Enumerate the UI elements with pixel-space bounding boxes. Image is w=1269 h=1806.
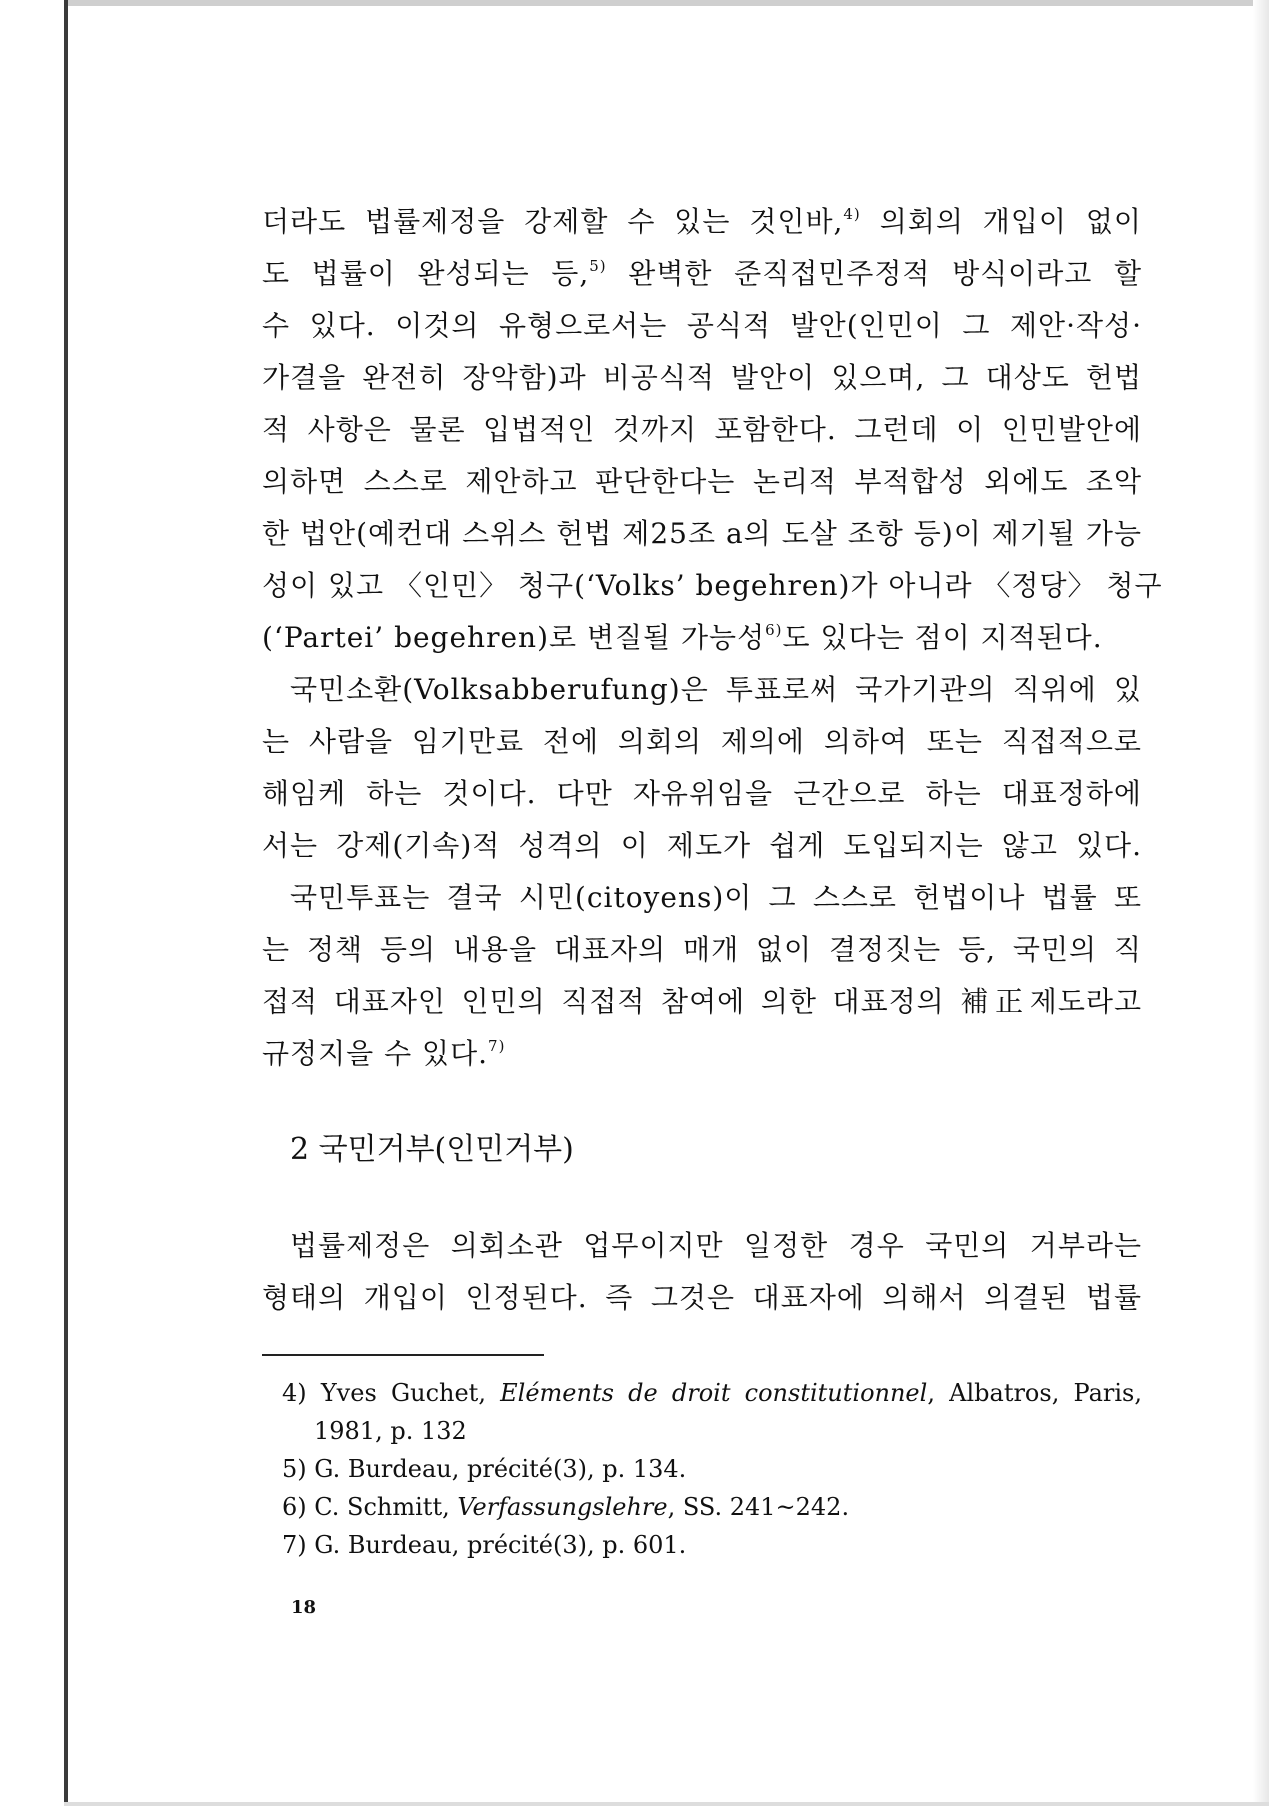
text-line: (‘Partei’ begehren)로 변질될 가능성$^{6)}$도 있다는 점이 지적된다. (262, 621, 1103, 654)
text-line: 국민소환(Volksabberufung)은 투표로써 국가기관의 직위에 있 (290, 673, 1142, 706)
text-line: 접적 대표자인 인민의 직접적 참여에 의한 대표정의 補正제도라고 (262, 985, 1142, 1018)
page-bottom-edge (64, 1802, 1269, 1806)
text-line: 형태의 개입이 인정된다. 즉 그것은 대표자에 의해서 의결된 법률 (262, 1281, 1142, 1314)
text-line: 더라도 법률제정을 강제할 수 있는 것인바,$^{4)}$ 의회의 개입이 없이 (262, 205, 1142, 238)
footnote-6: 6) C. Schmitt, Verfassungslehre, SS. 241~242. (282, 1493, 850, 1521)
section-heading: 2 국민거부(인민거부) (290, 1132, 574, 1167)
page-body (262, 196, 1163, 1564)
text-line: 성이 있고 〈인민〉 청구(‘Volks’ begehren)가 아니라 〈정당〉 청구 (262, 569, 1163, 602)
paragraph-veto (262, 1220, 1142, 1324)
paragraph-recall (262, 664, 1142, 872)
footnote-ref: 6) (765, 621, 783, 639)
paragraph-referendum (262, 872, 1142, 1080)
page-number: 18 (291, 1597, 317, 1618)
footnote-ref: 5) (589, 257, 607, 275)
text-line: 수 있다. 이것의 유형으로서는 공식적 발안(인민이 그 제안·작성· (262, 309, 1142, 342)
text-line: 적 사항은 물론 입법적인 것까지 포함한다. 그런데 이 인민발안에 (262, 413, 1142, 446)
text-line: 는 정책 등의 내용을 대표자의 매개 없이 결정짓는 등, 국민의 직 (262, 933, 1142, 966)
footnote-7: 7) G. Burdeau, précité(3), p. 601. (282, 1531, 687, 1559)
footnote-5: 5) G. Burdeau, précité(3), p. 134. (282, 1455, 687, 1483)
text-line: 가결을 완전히 장악함)과 비공식적 발안이 있으며, 그 대상도 헌법 (262, 361, 1142, 394)
footnotes (262, 1374, 1142, 1564)
footnote-ref: 7) (488, 1037, 506, 1055)
text-line: 법률제정은 의회소관 업무이지만 일정한 경우 국민의 거부라는 (290, 1229, 1142, 1262)
text-line: 해임케 하는 것이다. 다만 자유위임을 근간으로 하는 대표정하에 (262, 777, 1142, 810)
footnote-4: 4) Yves Guchet, Eléments de droit constitutionnel, Albatros, Paris, (282, 1379, 1142, 1407)
text-line: 도 법률이 완성되는 등,$^{5)}$ 완벽한 준직접민주정적 방식이라고 할 (262, 257, 1142, 290)
footnote-divider (262, 1354, 544, 1356)
page-right-shadow (1253, 0, 1269, 1806)
text-line: 국민투표는 결국 시민(citoyens)이 그 스스로 헌법이나 법률 또 (290, 881, 1142, 914)
page-left-edge (64, 0, 68, 1806)
text-line: 서는 강제(기속)적 성격의 이 제도가 쉽게 도입되지는 않고 있다. (262, 829, 1142, 862)
page-top-edge (64, 0, 1254, 6)
text-line: 는 사람을 임기만료 전에 의회의 제의에 의하여 또는 직접적으로 (262, 725, 1142, 758)
text-line: 규정지을 수 있다.$^{7)}$ (262, 1037, 506, 1070)
footnote-4-continued: 1981, p. 132 (314, 1417, 467, 1445)
paragraph-initiative (262, 196, 1163, 664)
text-line: 의하면 스스로 제안하고 판단한다는 논리적 부적합성 외에도 조악 (262, 465, 1142, 498)
footnote-ref: 4) (843, 205, 861, 223)
text-line: 한 법안(예컨대 스위스 헌법 제25조 a의 도살 조항 등)이 제기될 가능 (262, 517, 1142, 550)
